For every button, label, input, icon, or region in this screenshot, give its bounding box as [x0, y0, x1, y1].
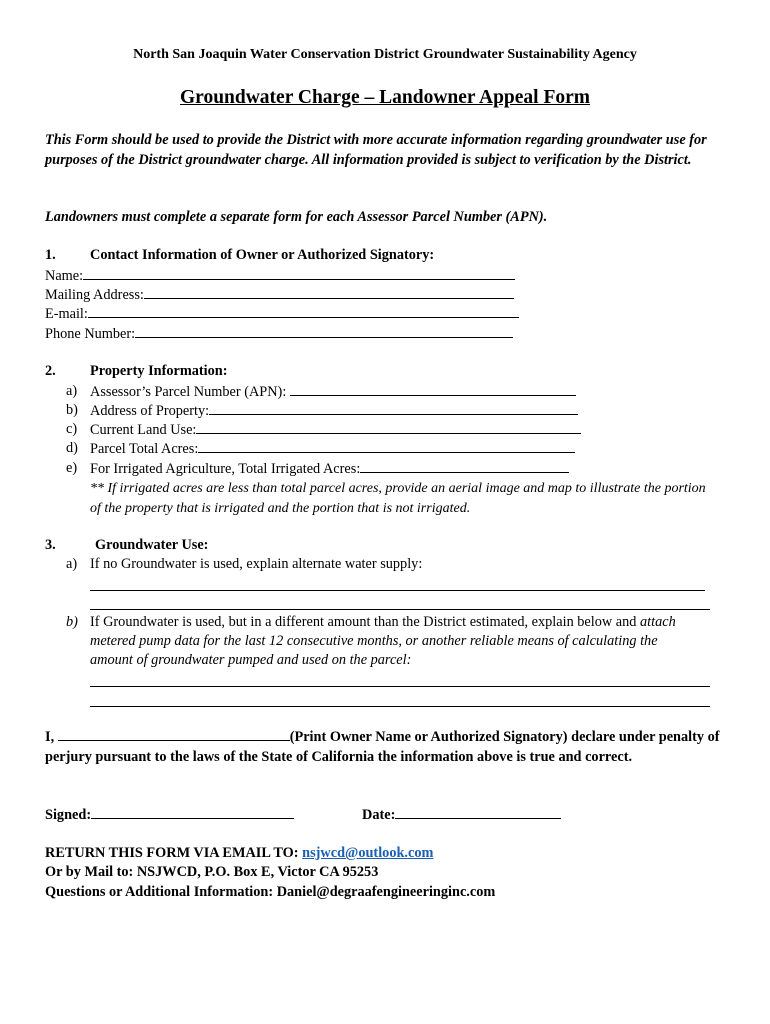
signature-blank[interactable] [91, 806, 294, 819]
property-address-blank[interactable] [209, 402, 578, 415]
groundwater-explain-line-2: metered pump data for the last 12 consecutive months, or another reliable means of calculating the [90, 633, 658, 649]
print-name-blank[interactable] [58, 728, 290, 741]
mailing-label: Mailing Address: [45, 287, 144, 303]
groundwater-explain-text: If Groundwater is used, but in a different amount than the District estimated, explain below and [90, 614, 641, 630]
intro-paragraph: This Form should be used to provide the District with more accurate information regarding groundwater use for purposes of the District groundwater charge. All information provided is subject to verification by the District. [45, 132, 707, 168]
name-label: Name: [45, 268, 84, 284]
return-email-label: RETURN THIS FORM VIA EMAIL TO: [45, 845, 303, 861]
return-mail-line: Or by Mail to: NSJWCD, P.O. Box E, Victor CA 95253 [45, 864, 379, 880]
signed-field[interactable] [45, 806, 294, 824]
alternate-supply-line-1[interactable] [90, 590, 705, 591]
land-use-blank[interactable] [196, 421, 581, 434]
agency-header: North San Joaquin Water Conservation District Groundwater Sustainability Agency [133, 47, 637, 62]
total-acres-label: Parcel Total Acres: [90, 441, 199, 457]
phone-blank[interactable] [135, 325, 513, 338]
irrigated-acres-note: ** If irrigated acres are less than total parcel acres, provide an aerial image and map to illustrate the portion of the property that is irrigated and the portion that is not irrigated. [90, 481, 706, 516]
form-title: Groundwater Charge – Landowner Appeal Form [179, 87, 591, 108]
section3-number: 3. [45, 537, 56, 553]
apn-label: Assessor’s Parcel Number (APN): [90, 384, 290, 400]
groundwater-explain-line-3: amount of groundwater pumped and used on the parcel: [90, 652, 412, 668]
declaration-text: (Print Owner Name or Authorized Signatory) declare under penalty of perjury pursuant to the laws of the State of California the information above is true and correct. [45, 729, 720, 765]
total-acres-field[interactable] [90, 440, 575, 458]
land-use-label: Current Land Use: [90, 422, 197, 438]
section1-heading: Contact Information of Owner or Authorized Signatory: [90, 247, 435, 263]
apn-notice: Landowners must complete a separate form for each Assessor Parcel Number (APN). [45, 209, 548, 225]
property-address-label: Address of Property: [90, 403, 210, 419]
land-use-field[interactable] [90, 421, 581, 439]
attach-text: attach [640, 614, 676, 630]
email-field[interactable] [45, 305, 519, 323]
questions-line: Questions or Additional Information: Daniel@degraafengineeringinc.com [45, 884, 496, 900]
mailing-blank[interactable] [144, 286, 514, 299]
email-label: E-mail: [45, 306, 88, 322]
email-blank[interactable] [88, 305, 519, 318]
date-blank[interactable] [395, 806, 561, 819]
item-d-letter: d) [66, 440, 78, 456]
name-blank[interactable] [83, 267, 515, 280]
name-field[interactable] [45, 267, 515, 285]
property-address-field[interactable] [90, 402, 578, 420]
groundwater-answer-line-1[interactable] [90, 686, 710, 687]
section3-heading: Groundwater Use: [95, 537, 209, 553]
phone-label: Phone Number: [45, 326, 136, 342]
apn-blank[interactable] [290, 383, 576, 396]
date-label: Date: [362, 807, 396, 823]
groundwater-answer-line-2[interactable] [90, 706, 710, 707]
groundwater-explain-line-1 [90, 614, 676, 631]
date-field[interactable] [362, 806, 561, 824]
item-3a-letter: a) [66, 556, 78, 572]
irrigated-acres-blank[interactable] [360, 460, 569, 473]
mailing-field[interactable] [45, 286, 514, 304]
email-link[interactable]: nsjwcd@outlook.com [302, 845, 434, 861]
phone-field[interactable] [45, 325, 513, 343]
item-b-letter: b) [66, 402, 78, 418]
signed-label: Signed: [45, 807, 92, 823]
alternate-supply-question: If no Groundwater is used, explain alternate water supply: [90, 556, 423, 572]
alternate-supply-line-2[interactable] [90, 609, 710, 610]
declaration-paragraph [45, 728, 735, 767]
irrigated-acres-label: For Irrigated Agriculture, Total Irrigated Acres: [90, 461, 361, 477]
section1-number: 1. [45, 247, 56, 263]
item-3b-letter: b) [66, 614, 78, 630]
return-email-line [45, 845, 433, 862]
item-e-letter: e) [66, 460, 78, 476]
section2-heading: Property Information: [90, 363, 228, 379]
item-a-letter: a) [66, 383, 78, 399]
irrigated-acres-field[interactable] [90, 460, 569, 478]
total-acres-blank[interactable] [198, 440, 575, 453]
declaration-prefix: I, [45, 729, 58, 745]
item-c-letter: c) [66, 421, 78, 437]
apn-field[interactable] [90, 383, 576, 401]
section2-number: 2. [45, 363, 56, 379]
